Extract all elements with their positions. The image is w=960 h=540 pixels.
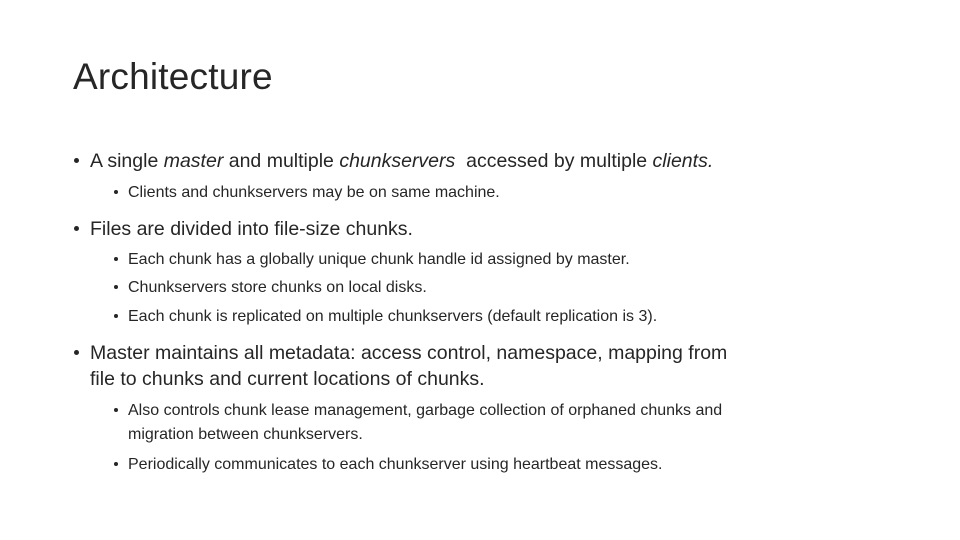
bullet-dot — [114, 285, 118, 289]
bullet-architecture-overview: A single master and multiple chunkservers accessed by multiple clients. — [90, 148, 713, 174]
bullet-dot — [74, 350, 79, 355]
bullet-dot — [114, 257, 118, 261]
bullet-dot — [114, 462, 118, 466]
bullet-dot — [114, 314, 118, 318]
sub-bullet: Chunkservers store chunks on local disks. — [128, 276, 427, 300]
sub-bullet: Also controls chunk lease management, garbage collection of orphaned chunks and migration between chunkservers. — [128, 399, 722, 447]
bullet-dot — [74, 158, 79, 163]
sub-bullet: Clients and chunkservers may be on same machine. — [128, 181, 500, 205]
term-clients: clients. — [652, 150, 714, 172]
bullet-dot — [114, 408, 118, 412]
term-chunkservers: chunkservers — [339, 150, 456, 172]
bullet-files-chunks: Files are divided into file-size chunks. — [90, 216, 413, 242]
bullet-dot — [74, 226, 79, 231]
sub-bullet: Each chunk has a globally unique chunk handle id assigned by master. — [128, 248, 630, 272]
term-master: master — [163, 150, 224, 172]
slide-title: Architecture — [73, 56, 273, 97]
sub-bullet: Periodically communicates to each chunkserver using heartbeat messages. — [128, 453, 663, 477]
bullet-master-metadata: Master maintains all metadata: access control, namespace, mapping from file to chunks and current locations of chunks. — [90, 340, 727, 392]
sub-bullet: Each chunk is replicated on multiple chunkservers (default replication is 3). — [128, 305, 657, 329]
bullet-dot — [114, 190, 118, 194]
